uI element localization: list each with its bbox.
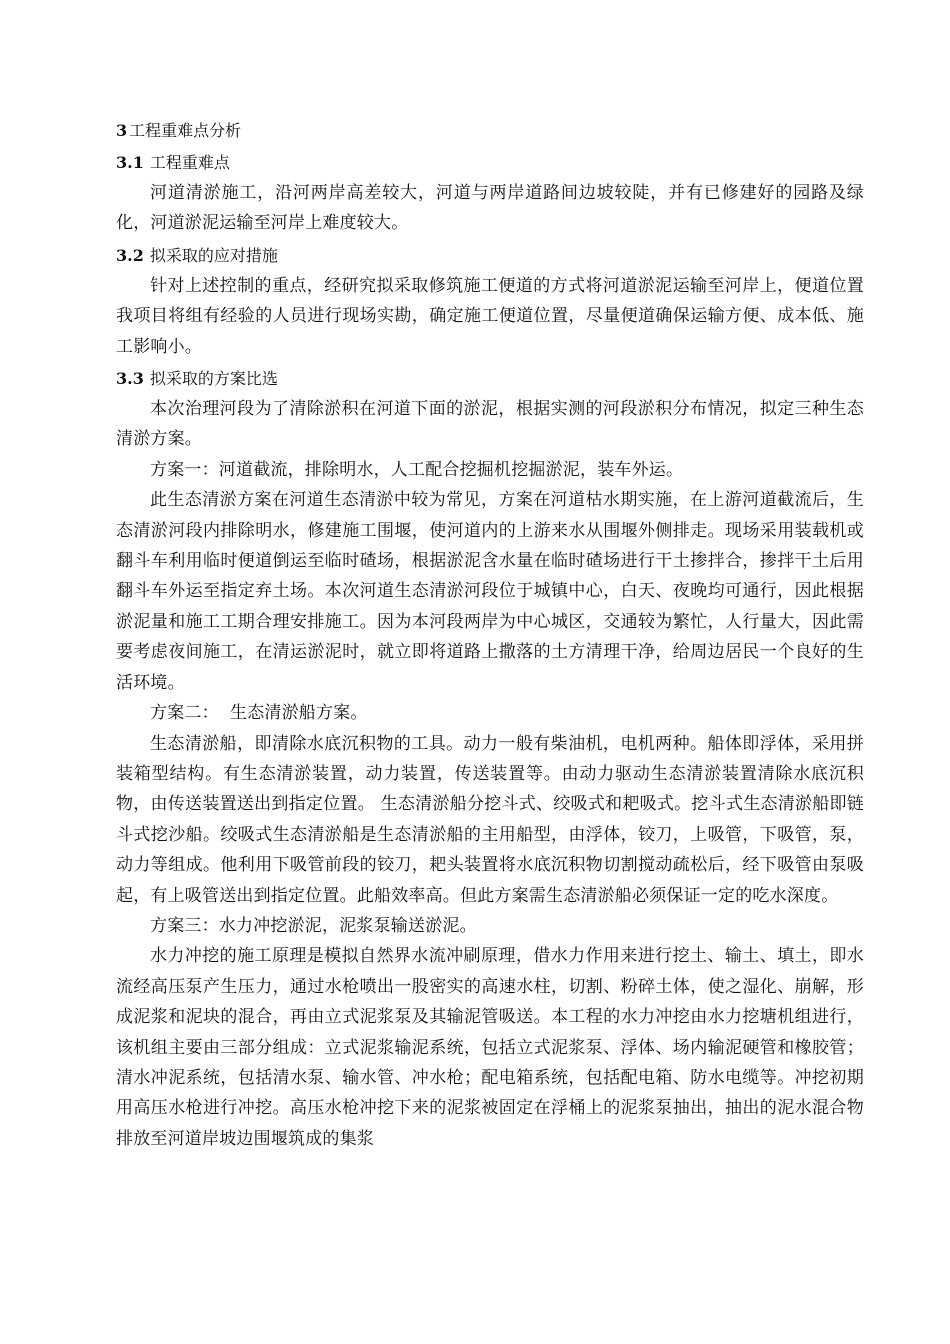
section-heading-3-1 — [116, 148, 864, 178]
paragraph-3-2: 针对上述控制的重点，经研究拟采取修筑施工便道的方式将河道淤泥运输至河岸上，便道位置我项目将组有经验的人员进行现场实勘，确定施工便道位置，尽量便道确保运输方便、成本低、施工影响小。 — [116, 275, 864, 357]
paragraph-3-3-intro: 本次治理河段为了清除淤积在河道下面的淤泥，根据实测的河段淤积分布情况，拟定三种生态清淤方案。 — [116, 399, 864, 450]
paragraph-plan-three-title: 方案三：水力冲挖淤泥，泥浆泵输送淤泥。 — [150, 915, 477, 936]
document-page — [116, 116, 864, 1154]
section-number: 3.1 — [116, 153, 144, 172]
section-heading-3-3 — [116, 364, 864, 394]
section-number: 3.2 — [116, 245, 144, 265]
paragraph-plan-two-title: 方案二： 生态清淤船方案。 — [150, 703, 368, 724]
paragraph-plan-one-title: 方案一：河道截流，排除明水，人工配合挖掘机挖掘淤泥，装车外运。 — [150, 459, 684, 480]
paragraph-plan-two-body: 生态清淤船，即清除水底沉积物的工具。动力一般有柴油机，电机两种。船体即浮体，采用拼装箱型结构。有生态清淤装置，动力装置，传送装置等。由动力驱动生态清淤装置清除水底沉积物，由传送装置送出到指定位置。 生态清淤船分挖斗式、绞吸式和耙吸式。挖斗式生态清淤船即链斗式挖沙船。绞吸式生态清淤船是生态清淤船的主用船型，由浮体，铰刀，上吸管，下吸管，泵，动力等组成。他利用下吸管前段的铰刀，耙头装置将水底沉积物切割搅动疏松后，经下吸管由泵吸起，有上吸管送出到指定位置。此船效率高。但此方案需生态清淤船必须保证一定的吃水深度。 — [116, 733, 864, 906]
section-title: 工程重难点 — [149, 153, 230, 172]
paragraph-3-1: 河道清淤施工，沿河两岸高差较大，河道与两岸道路间边坡较陡，并有已修建好的园路及绿化，河道淤泥运输至河岸上难度较大。 — [116, 183, 864, 234]
section-number: 3.3 — [116, 369, 144, 389]
paragraph-plan-one-body: 此生态清淤方案在河道生态清淤中较为常见，方案在河道枯水期实施，在上游河道截流后，生态清淤河段内排除明水，修建施工围堰，使河道内的上游来水从围堰外侧排走。现场采用装载机或翻斗车利用临时便道倒运至临时碴场，根据淤泥含水量在临时碴场进行干土掺拌合，掺拌干土后用翻斗车外运至指定弃土场。本次河道生态清淤河段位于城镇中心，白天、夜晚均可通行，因此根据淤泥量和施工工期合理安排施工。因为本河段两岸为中心城区，交通较为繁忙，人行量大，因此需要考虑夜间施工，在清运淤泥时，就立即将道路上撒落的土方清理干净，给周边居民一个良好的生活环境。 — [116, 490, 864, 693]
section-title: 工程重难点分析 — [129, 121, 242, 140]
section-title: 拟采取的方案比选 — [149, 369, 278, 389]
section-number: 3 — [116, 121, 128, 140]
section-heading-3-2 — [116, 241, 864, 271]
section-title: 拟采取的应对措施 — [149, 245, 278, 265]
paragraph-plan-three-body: 水力冲挖的施工原理是模拟自然界水流冲刷原理，借水力作用来进行挖土、输土、填土，即水流经高压泵产生压力，通过水枪喷出一股密实的高速水柱，切割、粉碎土体，使之湿化、崩解，形成泥浆和泥块的混合，再由立式泥浆泵及其输泥管吸送。本工程的水力冲挖由水力挖塘机组进行，该机组主要由三部分组成：立式泥浆输泥系统，包括立式泥浆泵、浮体、场内输泥硬管和橡胶管；清水冲泥系统，包括清水泵、输水管、冲水枪；配电箱系统，包括配电箱、防水电缆等。冲挖初期用高压水枪进行冲挖。高压水枪冲挖下来的泥浆被固定在浮桶上的泥浆泵抽出，抽出的泥水混合物排放至河道岸坡边围堰筑成的集浆 — [116, 946, 864, 1149]
section-heading-3 — [116, 116, 864, 146]
